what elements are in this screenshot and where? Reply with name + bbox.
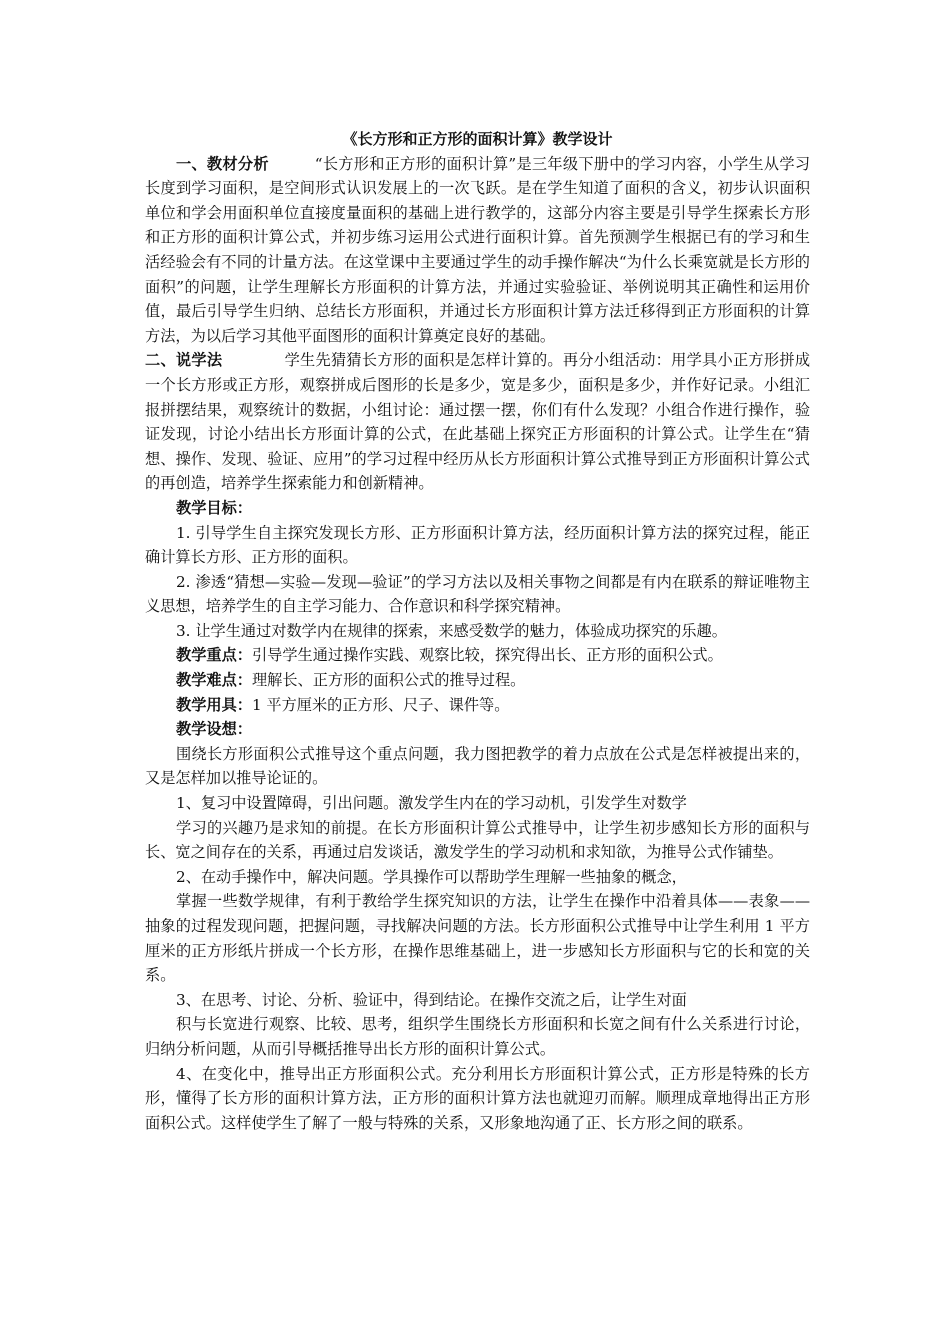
key-point-label: 教学重点： [176, 646, 252, 665]
difficulty-text: 理解长、正方形的面积公式的推导过程。 [251, 671, 526, 690]
tools-label: 教学用具： [176, 695, 252, 714]
idea-para-2: 1、复习中设置障碍，引出问题。激发学生内在的学习动机，引发学生对数学 [176, 794, 687, 813]
goals-heading: 教学目标： [176, 498, 252, 517]
document-page [145, 127, 810, 1135]
tools-text: 1 平方厘米的正方形、尺子、课件等。 [251, 695, 510, 714]
key-point [145, 643, 810, 668]
idea-para-6: 3、在思考、讨论、分析、验证中，得到结论。在操作交流之后，让学生对面 [176, 990, 687, 1009]
section-method [145, 348, 810, 496]
idea-para-8: 4、在变化中，推导出正方形面积公式。充分利用长方形面积计算公式，正方形是特殊的长方形，懂得了长方形的面积计算方法，正方形的面积计算方法也就迎刃而解。顺理成章地得出正方形面积公式。这样使学生了解了一般与特殊的关系，又形象地沟通了正、长方形之间的联系。 [145, 1064, 810, 1132]
idea-para-7: 积与长宽进行观察、比较、思考，组织学生围绕长方形面积和长宽之间有什么关系进行讨论，归纳分析问题，从而引导概括推导出长方形的面积计算公式。 [145, 1015, 810, 1058]
idea-para-4: 2、在动手操作中，解决问题。学具操作可以帮助学生理解一些抽象的概念， [176, 867, 687, 886]
section-analysis-heading: 一、教材分析 [176, 154, 269, 173]
key-point-text: 引导学生通过操作实践、观察比较，探究得出长、正方形的面积公式。 [251, 646, 723, 665]
difficulty-point [145, 668, 810, 693]
document-title: 《长方形和正方形的面积计算》教学设计 [342, 130, 613, 148]
idea-para-1: 围绕长方形面积公式推导这个重点问题，我力图把教学的着力点放在公式是怎样被提出来的，又是怎样加以推导论证的。 [145, 744, 810, 788]
difficulty-label: 教学难点： [176, 671, 252, 690]
goal-item-1: 1. 引导学生自主探究发现长方形、正方形面积计算方法，经历面积计算方法的探究过程，能正确计算长方形、正方形的面积。 [145, 523, 810, 567]
idea-heading: 教学设想： [176, 720, 252, 739]
teaching-tools [145, 693, 810, 718]
section-analysis-text: “长方形和正方形的面积计算”是三年级下册中的学习内容，小学生从学习长度到学习面积，是空间形式认识发展上的一次飞跃。是在学生知道了面积的含义，初步认识面积单位和学会用面积单位直接度量面积的基础上进行教学的，这部分内容主要是引导学生探索长方形和正方形的面积计算公式，并初步练习运用公式进行面积计算。首先预测学生根据已有的学习和生活经验会有不同的计量方法。在这堂课中主要通过学生的动手操作解决“为什么长乘宽就是长方形的面积”的问题，让学生理解长方形面积的计算方法，并通过实验验证、举例说明其正确性和运用价值，最后引导学生归纳、总结长方形面积，并通过长方形面积计算方法迁移得到正方形面积的计算方法，为以后学习其他平面图形的面积计算奠定良好的基础。 [145, 154, 811, 345]
section-analysis [145, 152, 810, 349]
goal-item-3: 3. 让学生通过对数学内在规律的探索，来感受数学的魅力，体验成功探究的乐趣。 [176, 621, 727, 640]
section-method-text: 学生先猜猜长方形的面积是怎样计算的。再分小组活动：用学具小正方形拼成一个长方形或正方形，观察拼成后图形的长是多少，宽是多少，面积是多少，并作好记录。小组汇报拼摆结果，观察统计的数据，小组讨论：通过摆一摆，你们有什么发现？小组合作进行操作，验证发现，讨论小结出长方形面计算的公式，在此基础上探究正方形面积的计算公式。让学生在“猜想、操作、发现、验证、应用”的学习过程中经历从长方形面积计算公式推导到正方形面积计算公式的再创造，培养学生探索能力和创新精神。 [145, 351, 811, 493]
idea-para-5: 掌握一些数学规律，有利于教给学生探究知识的方法，让学生在操作中沿着具体——表象——抽象的过程发现问题，把握问题，寻找解决问题的方法。长方形面积公式推导中让学生利用 1 平方厘米的正方形纸片拼成一个长方形，在操作思维基础上，进一步感知长方形面积与它的长和宽的关系。 [145, 892, 810, 985]
section-method-heading: 二、说学法 [145, 351, 223, 370]
goal-item-2: 2. 渗透“猜想—实验—发现—验证”的学习方法以及相关事物之间都是有内在联系的辩证唯物主义思想，培养学生的自主学习能力、合作意识和科学探究精神。 [145, 572, 810, 616]
idea-para-3: 学习的兴趣乃是求知的前提。在长方形面积计算公式推导中，让学生初步感知长方形的面积与长、宽之间存在的关系，再通过启发谈话，激发学生的学习动机和求知欲，为推导公式作铺垫。 [145, 818, 810, 862]
